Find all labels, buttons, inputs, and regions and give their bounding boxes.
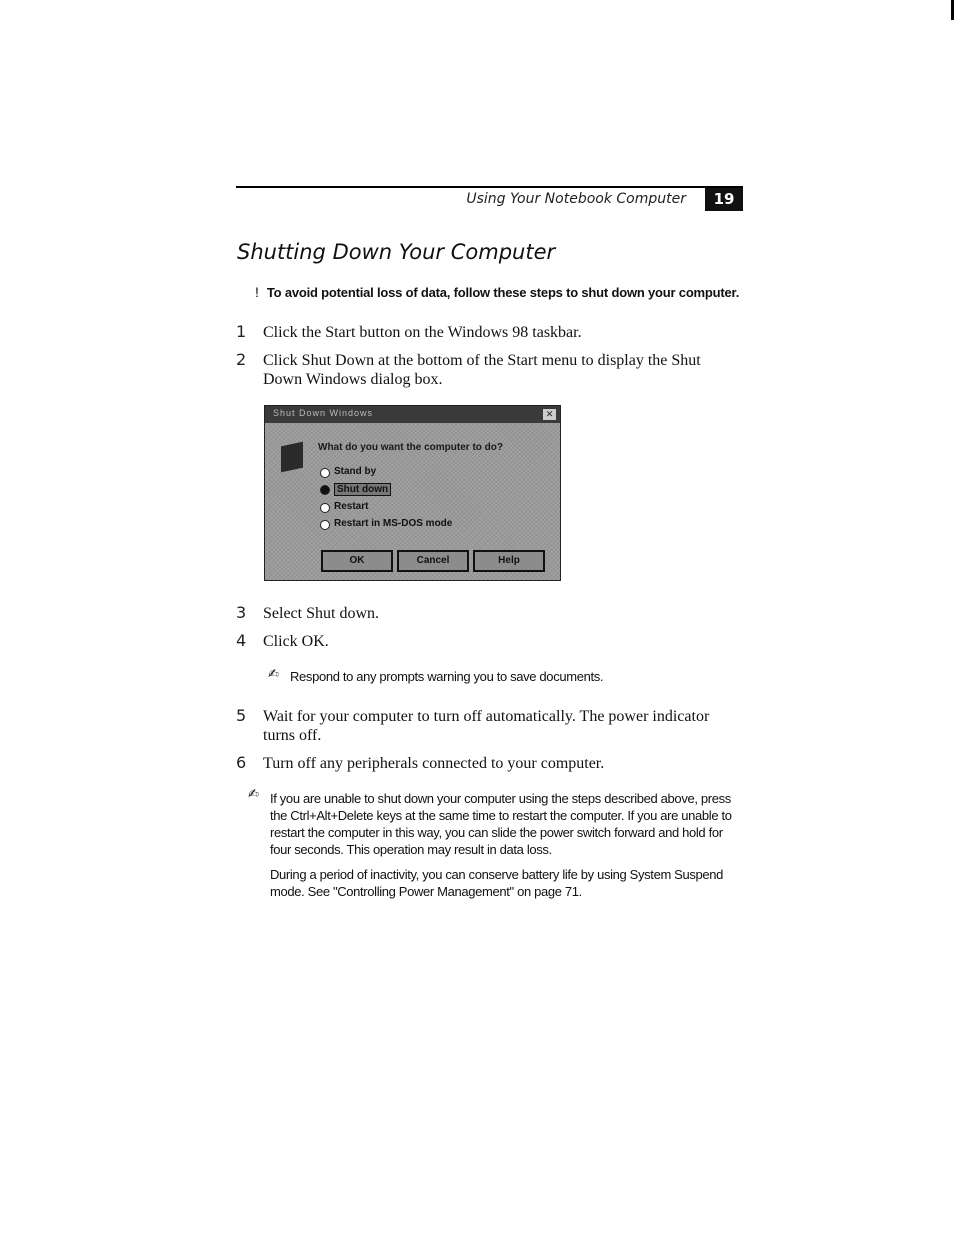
option-label: Shut down [334,483,391,496]
step-text: Click OK. [263,633,329,650]
step-number: 3 [236,603,247,622]
ok-button[interactable]: OK [321,550,393,572]
step-number: 2 [236,350,247,369]
step-text: Turn off any peripherals connected to your computer. [263,755,605,772]
note-paragraph: If you are unable to shut down your computer using the steps described above, press the Ctrl+Alt+Delete keys at the same time to restart the computer. If you are unable to restart the computer in this way, you can slide the power switch forward and hold for four seconds. This operation may result in data loss. [270,791,732,857]
warning-callout [255,284,775,302]
radio-button-selected[interactable] [320,485,330,495]
radio-button[interactable] [320,520,330,530]
step-text: Click the Start button on the Windows 98 taskbar. [263,324,582,341]
note-paragraph: During a period of inactivity, you can conserve battery life by using System Suspend mode. See "Controlling Power Management" on page 71. [270,867,724,899]
cancel-button[interactable]: Cancel [397,550,469,572]
dialog-title: Shut Down Windows [273,408,374,418]
note-pencil-icon: ✍ [268,667,279,682]
dialog-question: What do you want the computer to do? [318,442,503,453]
shutdown-dialog-screenshot [264,405,561,581]
step-number: 1 [236,322,247,341]
option-label: Stand by [334,466,377,477]
warning-icon: ! [255,284,259,300]
section-title: Shutting Down Your Computer [237,240,556,264]
close-icon[interactable]: ✕ [543,409,556,420]
step-number: 6 [236,753,247,772]
step-number: 4 [236,631,247,650]
warning-text: To avoid potential loss of data, follow these steps to shut down your computer. [266,285,740,300]
step-text: Wait for your computer to turn off automatically. The power indicator turns off. [263,708,710,744]
page-number: 19 [705,188,743,211]
step-number: 5 [236,706,247,725]
computer-icon [281,442,303,473]
running-head: Using Your Notebook Computer [466,191,686,207]
option-label: Restart [334,501,369,512]
radio-button[interactable] [320,468,330,478]
note-pencil-icon: ✍ [248,787,259,802]
header-rule [236,186,743,188]
dialog-titlebar [265,406,560,423]
step-text: Select Shut down. [263,605,379,622]
note-text: Respond to any prompts warning you to save documents. [290,669,604,684]
option-label: Restart in MS-DOS mode [334,518,453,529]
help-button[interactable]: Help [473,550,545,572]
radio-button[interactable] [320,503,330,513]
step-text: Click Shut Down at the bottom of the Start menu to display the Shut Down Windows dialog box. [263,352,701,388]
